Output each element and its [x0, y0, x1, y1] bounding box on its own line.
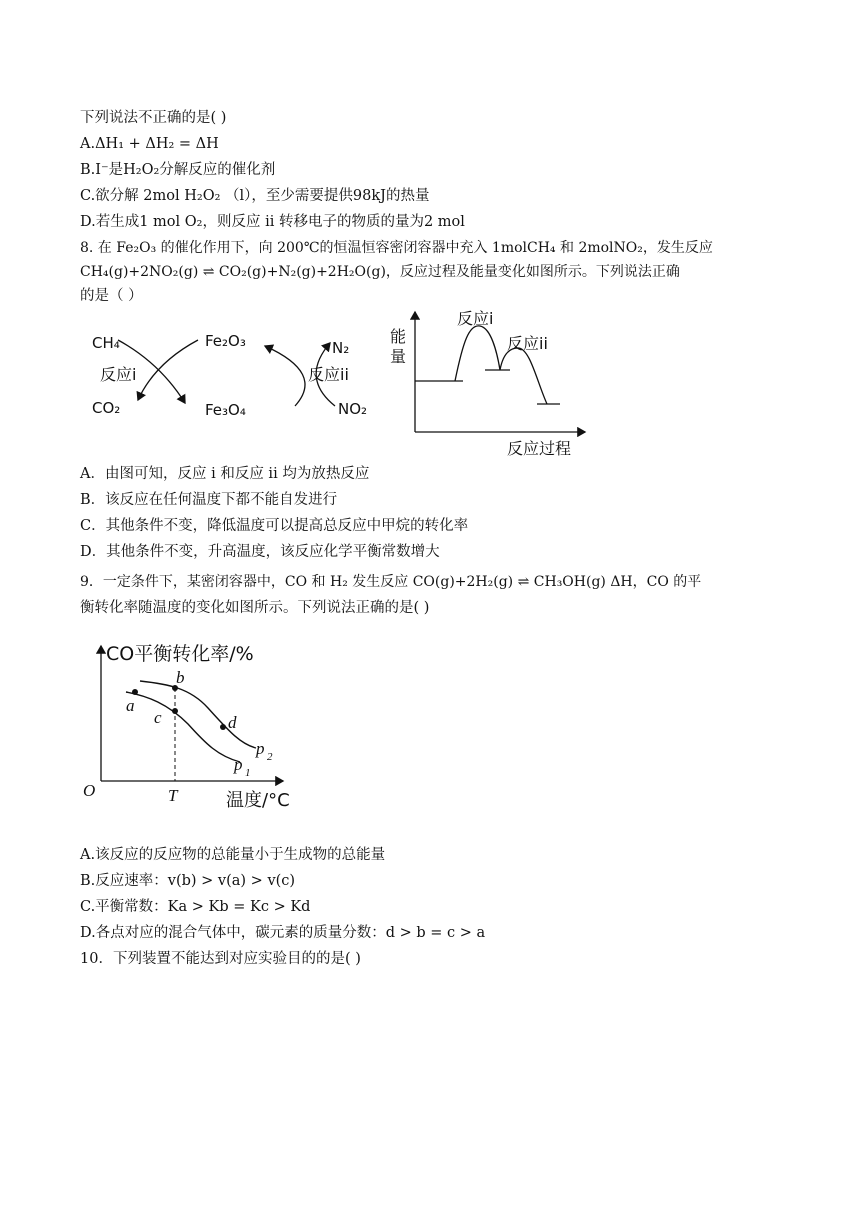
- q8-option-a: A．由图可知，反应 i 和反应 ii 均为放热反应: [80, 466, 370, 482]
- graph-t-label: T: [168, 786, 178, 805]
- energy-ylabel-2: 量: [390, 347, 407, 366]
- cycle-fe2o3: Fe₂O₃: [205, 332, 246, 350]
- q9-option-b: B.反应速率：v(b) > v(a) > v(c): [80, 873, 296, 889]
- label-p1: p: [234, 755, 243, 774]
- graph-origin: O: [83, 781, 96, 800]
- point-d: [220, 724, 226, 730]
- cycle-no2: NO₂: [338, 400, 368, 418]
- label-p2: p: [256, 739, 265, 758]
- graph-xlabel: 温度/°C: [226, 790, 290, 811]
- cycle-reaction-ii-label: 反应ii: [308, 365, 349, 384]
- q10-stem: 10．下列装置不能达到对应实验目的的是( ): [80, 951, 361, 967]
- co-conversion-graph: [78, 636, 318, 816]
- q7-option-c: C.欲分解 2mol H₂O₂ （l），至少需要提供98kJ的热量: [80, 188, 430, 204]
- energy-peak2-label: 反应ii: [507, 334, 548, 353]
- label-a: a: [126, 696, 135, 715]
- graph-ylabel: CO平衡转化率/%: [106, 643, 254, 665]
- energy-ylabel-1: 能: [390, 327, 407, 346]
- q8-option-c: C．其他条件不变，降低温度可以提高总反应中甲烷的转化率: [80, 518, 469, 534]
- q9-option-a: A.该反应的反应物的总能量小于生成物的总能量: [80, 847, 386, 863]
- label-b: b: [176, 668, 185, 687]
- q9-option-c: C.平衡常数：Ka > Kb = Kc > Kd: [80, 899, 311, 915]
- q7-option-a: A.ΔH₁ + ΔH₂ = ΔH: [80, 136, 219, 152]
- q7-option-b: B.I⁻是H₂O₂分解反应的催化剂: [80, 162, 276, 178]
- label-p1-sub: 1: [245, 767, 251, 779]
- point-a: [132, 689, 138, 695]
- point-c: [172, 708, 178, 714]
- cycle-n2: N₂: [332, 339, 350, 357]
- cycle-reaction-i-label: 反应i: [100, 365, 137, 384]
- energy-peak1-label: 反应i: [457, 309, 494, 328]
- energy-profile-diagram: [385, 302, 600, 462]
- q8-stem-line2: CH₄(g)+2NO₂(g) ⇌ CO₂(g)+N₂(g)+2H₂O(g)，反应过程及能量变化如图所示。下列说法正确: [80, 264, 680, 280]
- q9-stem-line2: 衡转化率随温度的变化如图所示。下列说法正确的是( ): [80, 600, 430, 616]
- label-d: d: [228, 713, 237, 732]
- cycle-co2: CO₂: [92, 399, 121, 417]
- q9-stem-line1: 9．一定条件下，某密闭容器中，CO 和 H₂ 发生反应 CO(g)+2H₂(g) ⇌ CH₃OH(g) ΔH，CO 的平: [80, 574, 702, 590]
- catalytic-cycle-diagram: [80, 318, 400, 433]
- q8-option-b: B．该反应在任何温度下都不能自发进行: [80, 492, 338, 508]
- arrow-fe3o4-to-fe2o3: [265, 346, 305, 406]
- q9-option-d: D.各点对应的混合气体中，碳元素的质量分数：d > b = c > a: [80, 925, 486, 941]
- q8-stem-line1: 8. 在 Fe₂O₃ 的催化作用下，向 200℃的恒温恒容密闭容器中充入 1molCH₄ 和 2molNO₂，发生反应: [80, 240, 713, 256]
- cycle-fe3o4: Fe₃O₄: [205, 401, 246, 419]
- label-c: c: [154, 708, 162, 727]
- q8-stem-line3: 的是（ ）: [80, 288, 143, 304]
- q7-option-d: D.若生成1 mol O₂，则反应 ii 转移电子的物质的量为2 mol: [80, 214, 465, 230]
- cycle-ch4: CH₄: [92, 334, 120, 352]
- q8-option-d: D．其他条件不变，升高温度，该反应化学平衡常数增大: [80, 544, 440, 560]
- label-p2-sub: 2: [267, 751, 273, 763]
- energy-xlabel: 反应过程: [507, 439, 572, 458]
- q7-intro: 下列说法不正确的是( ): [80, 110, 227, 126]
- arrow-fe2o3-to-co2: [138, 340, 198, 400]
